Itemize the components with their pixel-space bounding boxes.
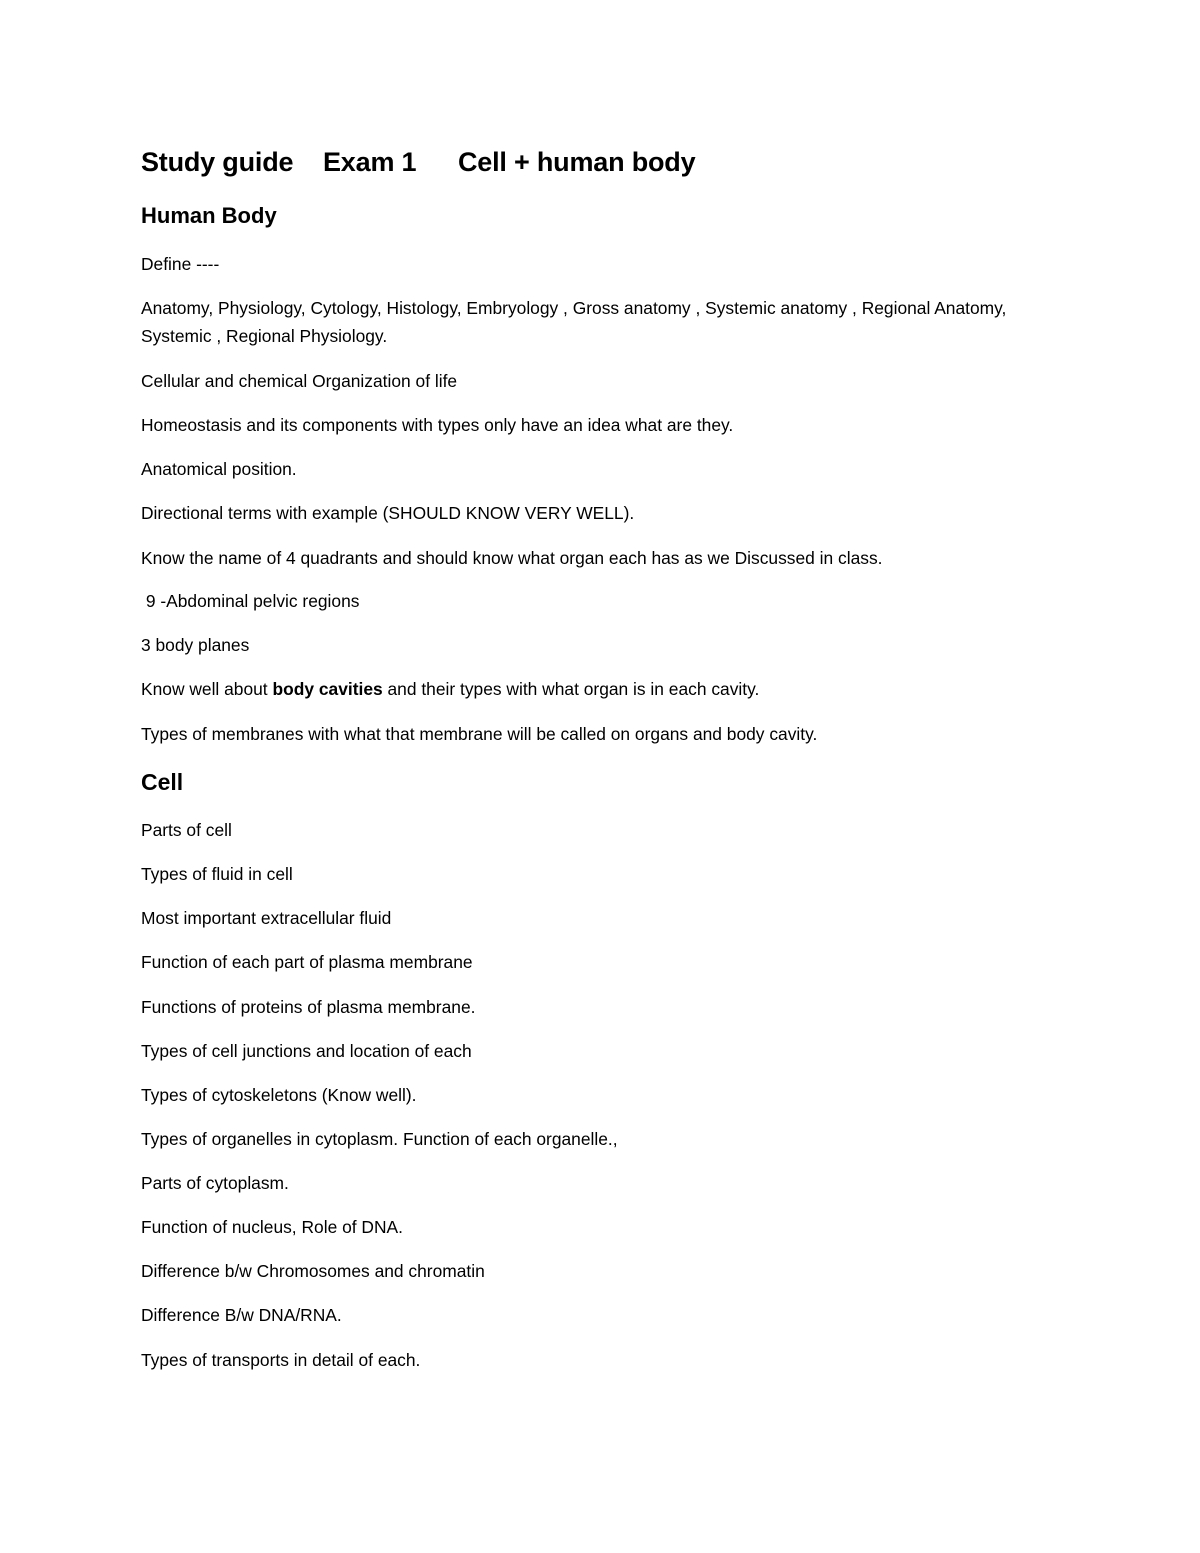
list-item: Difference b/w Chromosomes and chromatin (141, 1261, 485, 1281)
list-item: Types of transports in detail of each. (141, 1350, 421, 1370)
page-title (141, 140, 1061, 184)
list-item: Types of cytoskeletons (Know well). (141, 1085, 417, 1105)
list-item: Function of nucleus, Role of DNA. (141, 1217, 403, 1237)
list-item: 9 -Abdominal pelvic regions (141, 591, 360, 611)
list-item: Cellular and chemical Organization of life (141, 371, 458, 391)
title-part-exam: Exam 1 (323, 147, 417, 177)
list-item: Directional terms with example (SHOULD KNOW VERY WELL). (141, 503, 635, 523)
cavities-text-before: Know well about (141, 679, 273, 699)
section-heading-human-body: Human Body (141, 203, 277, 228)
list-item: Types of fluid in cell (141, 864, 293, 884)
list-item: Most important extracellular fluid (141, 908, 392, 928)
title-part-topic: Cell + human body (458, 147, 696, 177)
list-item: Homeostasis and its components with types only have an idea what are they. (141, 415, 734, 435)
list-item: Types of cell junctions and location of each (141, 1041, 472, 1061)
list-item-body-cavities (141, 675, 759, 703)
list-item: Parts of cell (141, 820, 232, 840)
list-item: Difference B/w DNA/RNA. (141, 1305, 342, 1325)
section-heading-cell: Cell (141, 769, 184, 795)
list-item: Types of membranes with what that membrane will be called on organs and body cavity. (141, 724, 818, 744)
list-item: Know the name of 4 quadrants and should know what organ each has as we Discussed in class. (141, 548, 883, 568)
list-item: Functions of proteins of plasma membrane. (141, 997, 476, 1017)
title-part-study-guide: Study guide (141, 147, 294, 177)
document-content (141, 140, 1061, 1370)
list-item: Function of each part of plasma membrane (141, 952, 473, 972)
list-item: Anatomy, Physiology, Cytology, Histology, Embryology , Gross anatomy , Systemic anatomy , Regional Anatomy, Systemic , Regional Physiology. (141, 298, 1007, 346)
list-item: Types of organelles in cytoplasm. Function of each organelle., (141, 1129, 618, 1149)
list-item: Anatomical position. (141, 459, 297, 479)
list-item: Define ---- (141, 254, 220, 274)
list-item: 3 body planes (141, 635, 250, 655)
list-item: Parts of cytoplasm. (141, 1173, 289, 1193)
cavities-text-bold: body cavities (272, 679, 383, 699)
cavities-text-after: and their types with what organ is in each cavity. (382, 679, 760, 699)
